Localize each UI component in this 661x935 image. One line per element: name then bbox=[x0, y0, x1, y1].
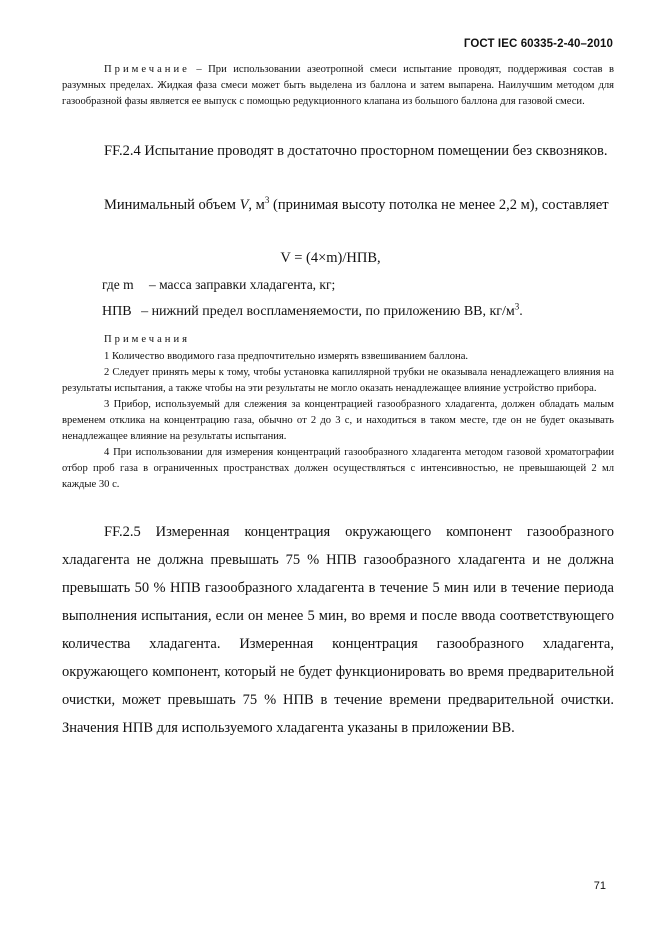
clause-ff-2-5-text: FF.2.5 Измеренная концентрация окружающего компонент газообразного хладагента не должна превышать 75 % НПВ газообразного хладагента и не должна превышать 50 % НПВ газообразного хладагента в течение 5 мин или в течение периода выполнения испытания, если он менее 5 мин, во время и после ввода соответствующего количества хладагента. Измеренная концентрация газообразного хладагента, окружающего компонент, который не будет функционировать во время предварительной очистки, может превышать 75 % НПВ в течение времени предварительной очистки. Значения НПВ для используемого хладагента указаны в приложении ВВ. bbox=[62, 524, 614, 736]
note-item: 3 Прибор, используемый для слежения за концентрацией газообразного хладагента, должен обладать малым временем отклика на концентрацию газа, обычно от 2 до 3 с, и находиться в таком месте, где он не будет оказывать ненадлежащее влияние на результаты испытания. bbox=[62, 399, 614, 442]
volume-pre: Минимальный объем bbox=[104, 197, 240, 213]
volume-unit: , м bbox=[248, 197, 265, 213]
clause-ff-2-4-text: FF.2.4 Испытание проводят в достаточно просторном помещении без сквозняков. bbox=[104, 143, 608, 159]
note-label: Примечание bbox=[104, 64, 190, 75]
def-npv-sup: 3 bbox=[514, 301, 520, 312]
definition-m bbox=[102, 277, 335, 293]
def-where: где m bbox=[102, 277, 134, 292]
note-item: 1 Количество вводимого газа предпочтительно измерять взвешиванием баллона. bbox=[104, 351, 469, 362]
volume-formula: V = (4×m)/НПВ, bbox=[280, 250, 381, 266]
note-item: 2 Следует принять меры к тому, чтобы установка капиллярной трубки не оказывала ненадлежащего влияния на результаты испытания, а также чтобы на эти результаты не могло оказать ненадлежащее влияние устройство прибора. bbox=[62, 367, 614, 394]
volume-var: V bbox=[239, 197, 249, 213]
def-npv-name: НПВ bbox=[102, 304, 132, 319]
notes-block bbox=[62, 332, 614, 493]
volume-post: (принимая высоту потолка не менее 2,2 м), составляет bbox=[269, 197, 609, 213]
volume-paragraph bbox=[62, 192, 614, 219]
standard-header: ГОСТ IEC 60335-2-40–2010 bbox=[463, 38, 613, 50]
note-azeotrope bbox=[62, 62, 614, 110]
clause-ff-2-4 bbox=[62, 138, 614, 165]
notes-label: Примечания bbox=[104, 334, 190, 345]
def-m-desc: – масса заправки хладагента, кг; bbox=[148, 277, 336, 292]
definition-npv bbox=[102, 301, 523, 320]
page-number: 71 bbox=[593, 880, 606, 892]
def-npv-end: . bbox=[519, 304, 523, 319]
clause-ff-2-5 bbox=[62, 518, 614, 742]
def-npv-desc: – нижний предел воспламеняемости, по приложению ВВ, кг/м bbox=[141, 304, 515, 319]
volume-sup: 3 bbox=[264, 195, 270, 206]
note-item: 4 При использовании для измерения концентраций газообразного хладагента методом газовой хроматографии отбор проб газа в ограниченных пространствах должен осуществляться с интенсивностью, не превышающей 2 мл каждые 30 с. bbox=[62, 447, 614, 490]
note-text: – При использовании азеотропной смеси испытание проводят, поддерживая состав в разумных пределах. Жидкая фаза смеси может быть выделена из баллона и затем выпарена. Наилучшим методом для газообразной фазы является ее выпуск с помощью редукционного клапана из большого баллона для газовой смеси. bbox=[62, 64, 614, 107]
